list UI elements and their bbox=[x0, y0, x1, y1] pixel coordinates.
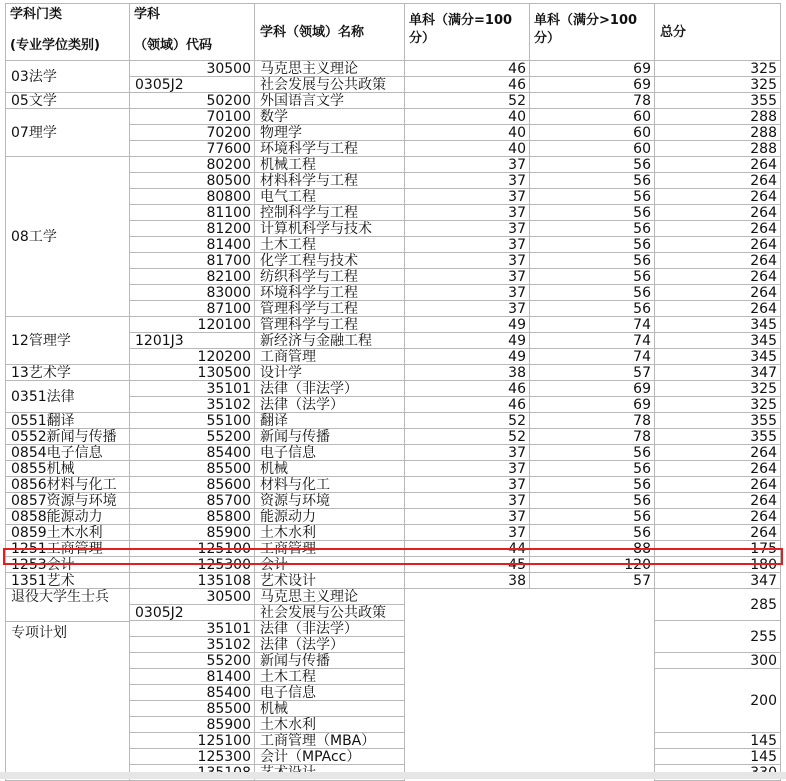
total-cell: 175 bbox=[655, 541, 781, 557]
total-cell: 288 bbox=[655, 109, 781, 125]
code-cell: 85900 bbox=[130, 717, 255, 733]
total-cell: 264 bbox=[655, 493, 781, 509]
score-100-cell: 37 bbox=[405, 173, 530, 189]
code-cell: 125100 bbox=[130, 541, 255, 557]
code-cell: 87100 bbox=[130, 301, 255, 317]
code-cell: 35102 bbox=[130, 637, 255, 653]
total-cell: 325 bbox=[655, 77, 781, 93]
score-100-cell: 49 bbox=[405, 333, 530, 349]
code-cell: 85400 bbox=[130, 685, 255, 701]
name-cell: 电气工程 bbox=[255, 189, 405, 205]
name-cell: 环境科学与工程 bbox=[255, 285, 405, 301]
category-cell: 1251工商管理 bbox=[5, 541, 130, 557]
total-cell: 255 bbox=[655, 621, 781, 653]
name-cell: 纺织科学与工程 bbox=[255, 269, 405, 285]
code-cell: 120100 bbox=[130, 317, 255, 333]
category-cell: 0351法律 bbox=[5, 381, 130, 413]
score-100-cell: 37 bbox=[405, 189, 530, 205]
name-cell: 法律（非法学） bbox=[255, 621, 405, 637]
total-cell: 264 bbox=[655, 461, 781, 477]
score-100-cell: 46 bbox=[405, 77, 530, 93]
score-gt100-cell: 56 bbox=[530, 237, 655, 253]
score-gt100-cell: 56 bbox=[530, 285, 655, 301]
total-cell: 264 bbox=[655, 445, 781, 461]
code-cell: 30500 bbox=[130, 61, 255, 77]
total-cell: 285 bbox=[655, 589, 781, 621]
score-gt100-cell: 56 bbox=[530, 157, 655, 173]
score-100-cell: 40 bbox=[405, 109, 530, 125]
name-cell: 物理学 bbox=[255, 125, 405, 141]
code-cell: 35101 bbox=[130, 381, 255, 397]
name-cell: 会计（MPAcc） bbox=[255, 749, 405, 765]
category-cell: 0859土木水利 bbox=[5, 525, 130, 541]
name-cell: 机械 bbox=[255, 461, 405, 477]
score-gt100-cell: 56 bbox=[530, 189, 655, 205]
name-cell: 外国语言文学 bbox=[255, 93, 405, 109]
score-gt100-cell: 88 bbox=[530, 541, 655, 557]
total-cell: 264 bbox=[655, 157, 781, 173]
total-cell: 200 bbox=[655, 669, 781, 733]
score-gt100-cell: 56 bbox=[530, 269, 655, 285]
score-gt100-cell: 78 bbox=[530, 429, 655, 445]
name-cell: 新闻与传播 bbox=[255, 429, 405, 445]
header-total: 总分 bbox=[655, 3, 781, 61]
total-cell: 288 bbox=[655, 125, 781, 141]
name-cell: 材料与化工 bbox=[255, 477, 405, 493]
total-cell: 264 bbox=[655, 221, 781, 237]
score-100-cell: 45 bbox=[405, 557, 530, 573]
code-cell: 125300 bbox=[130, 557, 255, 573]
name-cell: 马克思主义理论 bbox=[255, 589, 405, 605]
category-cell: 13艺术学 bbox=[5, 365, 130, 381]
category-cell: 05文学 bbox=[5, 93, 130, 109]
code-cell: 70100 bbox=[130, 109, 255, 125]
score-gt100-cell: 78 bbox=[530, 413, 655, 429]
score-100-cell: 37 bbox=[405, 525, 530, 541]
score-gt100-cell: 56 bbox=[530, 525, 655, 541]
category-cell: 07理学 bbox=[5, 109, 130, 157]
code-cell: 55200 bbox=[130, 653, 255, 669]
total-cell: 347 bbox=[655, 573, 781, 589]
header-name: 学科（领域）名称 bbox=[255, 3, 405, 61]
code-cell: 82100 bbox=[130, 269, 255, 285]
total-cell: 264 bbox=[655, 253, 781, 269]
score-gt100-cell: 60 bbox=[530, 141, 655, 157]
score-100-cell: 37 bbox=[405, 269, 530, 285]
score-100-cell: 37 bbox=[405, 221, 530, 237]
category-cell: 08工学 bbox=[5, 157, 130, 317]
header-code bbox=[130, 3, 255, 61]
code-cell: 0305J2 bbox=[130, 605, 255, 621]
total-cell: 264 bbox=[655, 237, 781, 253]
header-discipline-category-line-2: (专业学位类别) bbox=[10, 38, 100, 53]
score-gt100-cell: 60 bbox=[530, 109, 655, 125]
category-cell: 0858能源动力 bbox=[5, 509, 130, 525]
score-100-cell: 46 bbox=[405, 61, 530, 77]
score-100-cell: 38 bbox=[405, 365, 530, 381]
score-gt100-cell: 56 bbox=[530, 205, 655, 221]
header-single-gt100-line: 分） bbox=[534, 31, 561, 46]
score-gt100-cell: 56 bbox=[530, 477, 655, 493]
total-cell: 345 bbox=[655, 333, 781, 349]
name-cell: 机械工程 bbox=[255, 157, 405, 173]
header-single-gt100-line: 单科（满分>100 bbox=[534, 13, 638, 28]
score-gt100-cell: 69 bbox=[530, 77, 655, 93]
header-code-line-1: 学科 bbox=[134, 7, 161, 22]
code-cell: 80500 bbox=[130, 173, 255, 189]
name-cell: 管理科学与工程 bbox=[255, 301, 405, 317]
name-cell: 工商管理 bbox=[255, 541, 405, 557]
name-cell: 工商管理 bbox=[255, 349, 405, 365]
name-cell: 材料科学与工程 bbox=[255, 173, 405, 189]
name-cell: 新经济与金融工程 bbox=[255, 333, 405, 349]
name-cell: 土木水利 bbox=[255, 525, 405, 541]
code-cell: 125100 bbox=[130, 733, 255, 749]
score-100-cell: 37 bbox=[405, 205, 530, 221]
score-100-cell: 38 bbox=[405, 573, 530, 589]
score-100-cell: 52 bbox=[405, 93, 530, 109]
score-gt100-cell: 56 bbox=[530, 461, 655, 477]
name-cell: 马克思主义理论 bbox=[255, 61, 405, 77]
score-100-cell: 52 bbox=[405, 429, 530, 445]
score-100-cell: 49 bbox=[405, 317, 530, 333]
category-cell: 1351艺术 bbox=[5, 573, 130, 589]
code-cell: 77600 bbox=[130, 141, 255, 157]
sheet-bottom-bar bbox=[0, 772, 786, 779]
code-cell: 80800 bbox=[130, 189, 255, 205]
code-cell: 85600 bbox=[130, 477, 255, 493]
header-single-eq100 bbox=[405, 3, 530, 61]
score-gt100-cell: 60 bbox=[530, 125, 655, 141]
code-cell: 81400 bbox=[130, 237, 255, 253]
code-cell: 55100 bbox=[130, 413, 255, 429]
code-cell: 85400 bbox=[130, 445, 255, 461]
code-cell: 35102 bbox=[130, 397, 255, 413]
name-cell: 管理科学与工程 bbox=[255, 317, 405, 333]
name-cell: 电子信息 bbox=[255, 445, 405, 461]
name-cell: 社会发展与公共政策 bbox=[255, 605, 405, 621]
total-cell: 264 bbox=[655, 189, 781, 205]
score-100-cell: 37 bbox=[405, 477, 530, 493]
total-cell: 355 bbox=[655, 413, 781, 429]
score-100-cell: 52 bbox=[405, 413, 530, 429]
name-cell: 环境科学与工程 bbox=[255, 141, 405, 157]
name-cell: 法律（法学） bbox=[255, 397, 405, 413]
score-100-cell: 49 bbox=[405, 349, 530, 365]
score-100-cell: 40 bbox=[405, 125, 530, 141]
category-cell: 0855机械 bbox=[5, 461, 130, 477]
total-cell: 180 bbox=[655, 557, 781, 573]
score-gt100-cell: 56 bbox=[530, 253, 655, 269]
score-gt100-cell: 78 bbox=[530, 93, 655, 109]
score-100-cell: 46 bbox=[405, 381, 530, 397]
score-100-cell: 44 bbox=[405, 541, 530, 557]
score-gt100-cell: 56 bbox=[530, 301, 655, 317]
name-cell: 电子信息 bbox=[255, 685, 405, 701]
total-cell: 325 bbox=[655, 61, 781, 77]
name-cell: 化学工程与技术 bbox=[255, 253, 405, 269]
score-gt100-cell: 56 bbox=[530, 173, 655, 189]
score-100-cell: 37 bbox=[405, 301, 530, 317]
category-cell: 0857资源与环境 bbox=[5, 493, 130, 509]
name-cell: 土木水利 bbox=[255, 717, 405, 733]
category-cell: 专项计划 bbox=[5, 621, 130, 781]
code-cell: 70200 bbox=[130, 125, 255, 141]
header-single-eq100-line: 分） bbox=[409, 31, 436, 46]
code-cell: 85500 bbox=[130, 461, 255, 477]
code-cell: 30500 bbox=[130, 589, 255, 605]
score-gt100-cell: 74 bbox=[530, 333, 655, 349]
code-cell: 81100 bbox=[130, 205, 255, 221]
category-cell: 12管理学 bbox=[5, 317, 130, 365]
name-cell: 设计学 bbox=[255, 365, 405, 381]
score-100-cell: 37 bbox=[405, 253, 530, 269]
name-cell: 数学 bbox=[255, 109, 405, 125]
score-100-cell: 37 bbox=[405, 493, 530, 509]
code-cell: 81200 bbox=[130, 221, 255, 237]
category-cell: 1253会计 bbox=[5, 557, 130, 573]
name-cell: 社会发展与公共政策 bbox=[255, 77, 405, 93]
total-cell: 300 bbox=[655, 653, 781, 669]
name-cell: 法律（法学） bbox=[255, 637, 405, 653]
score-gt100-cell: 69 bbox=[530, 381, 655, 397]
header-code-line-2: （领域）代码 bbox=[134, 38, 213, 53]
total-cell: 264 bbox=[655, 477, 781, 493]
total-cell: 145 bbox=[655, 733, 781, 749]
name-cell: 计算机科学与技术 bbox=[255, 221, 405, 237]
code-cell: 125300 bbox=[130, 749, 255, 765]
name-cell: 工商管理（MBA） bbox=[255, 733, 405, 749]
code-cell: 50200 bbox=[130, 93, 255, 109]
name-cell: 控制科学与工程 bbox=[255, 205, 405, 221]
name-cell: 新闻与传播 bbox=[255, 653, 405, 669]
total-cell: 325 bbox=[655, 381, 781, 397]
total-cell: 264 bbox=[655, 205, 781, 221]
code-cell: 130500 bbox=[130, 365, 255, 381]
score-100-cell: 40 bbox=[405, 141, 530, 157]
total-cell: 145 bbox=[655, 749, 781, 765]
score-100-cell: 46 bbox=[405, 397, 530, 413]
name-cell: 土木工程 bbox=[255, 669, 405, 685]
score-100-cell: 37 bbox=[405, 157, 530, 173]
code-cell: 81700 bbox=[130, 253, 255, 269]
score-gt100-cell: 56 bbox=[530, 445, 655, 461]
total-cell: 264 bbox=[655, 269, 781, 285]
name-cell: 法律（非法学） bbox=[255, 381, 405, 397]
score-gt100-cell: 56 bbox=[530, 509, 655, 525]
code-cell: 85800 bbox=[130, 509, 255, 525]
category-cell: 0552新闻与传播 bbox=[5, 429, 130, 445]
score-100-cell: 37 bbox=[405, 461, 530, 477]
score-100-cell: 37 bbox=[405, 509, 530, 525]
score-100-cell: 37 bbox=[405, 445, 530, 461]
name-cell: 资源与环境 bbox=[255, 493, 405, 509]
category-cell: 0856材料与化工 bbox=[5, 477, 130, 493]
code-cell: 135108 bbox=[130, 573, 255, 589]
category-cell: 退役大学生士兵 bbox=[5, 589, 130, 621]
score-gt100-cell: 56 bbox=[530, 493, 655, 509]
total-cell: 264 bbox=[655, 301, 781, 317]
total-cell: 264 bbox=[655, 525, 781, 541]
code-cell: 0305J2 bbox=[130, 77, 255, 93]
score-gt100-cell: 56 bbox=[530, 221, 655, 237]
total-cell: 264 bbox=[655, 509, 781, 525]
name-cell: 能源动力 bbox=[255, 509, 405, 525]
total-cell: 345 bbox=[655, 349, 781, 365]
total-cell: 345 bbox=[655, 317, 781, 333]
score-gt100-cell: 69 bbox=[530, 61, 655, 77]
name-cell: 艺术设计 bbox=[255, 573, 405, 589]
code-cell: 55200 bbox=[130, 429, 255, 445]
code-cell: 80200 bbox=[130, 157, 255, 173]
name-cell: 翻译 bbox=[255, 413, 405, 429]
total-cell: 288 bbox=[655, 141, 781, 157]
score-100-cell: 37 bbox=[405, 237, 530, 253]
total-cell: 325 bbox=[655, 397, 781, 413]
total-cell: 355 bbox=[655, 429, 781, 445]
code-cell: 35101 bbox=[130, 621, 255, 637]
empty-score-area bbox=[405, 589, 655, 781]
header-single-eq100-line: 单科（满分=100 bbox=[409, 13, 513, 28]
header-discipline-category-line-1: 学科门类 bbox=[10, 7, 63, 22]
score-gt100-cell: 74 bbox=[530, 317, 655, 333]
code-cell: 85700 bbox=[130, 493, 255, 509]
name-cell: 会计 bbox=[255, 557, 405, 573]
category-cell: 03法学 bbox=[5, 61, 130, 93]
code-cell: 85900 bbox=[130, 525, 255, 541]
header-discipline-category bbox=[5, 3, 130, 61]
score-100-cell: 37 bbox=[405, 285, 530, 301]
code-cell: 1201J3 bbox=[130, 333, 255, 349]
code-cell: 85500 bbox=[130, 701, 255, 717]
total-cell: 355 bbox=[655, 93, 781, 109]
score-gt100-cell: 69 bbox=[530, 397, 655, 413]
name-cell: 机械 bbox=[255, 701, 405, 717]
total-cell: 347 bbox=[655, 365, 781, 381]
category-cell: 0551翻译 bbox=[5, 413, 130, 429]
total-cell: 264 bbox=[655, 285, 781, 301]
score-gt100-cell: 57 bbox=[530, 365, 655, 381]
name-cell: 土木工程 bbox=[255, 237, 405, 253]
code-cell: 81400 bbox=[130, 669, 255, 685]
score-gt100-cell: 57 bbox=[530, 573, 655, 589]
score-gt100-cell: 120 bbox=[530, 557, 655, 573]
code-cell: 83000 bbox=[130, 285, 255, 301]
score-gt100-cell: 74 bbox=[530, 349, 655, 365]
total-cell: 264 bbox=[655, 173, 781, 189]
code-cell: 120200 bbox=[130, 349, 255, 365]
header-single-gt100 bbox=[530, 3, 655, 61]
category-cell: 0854电子信息 bbox=[5, 445, 130, 461]
